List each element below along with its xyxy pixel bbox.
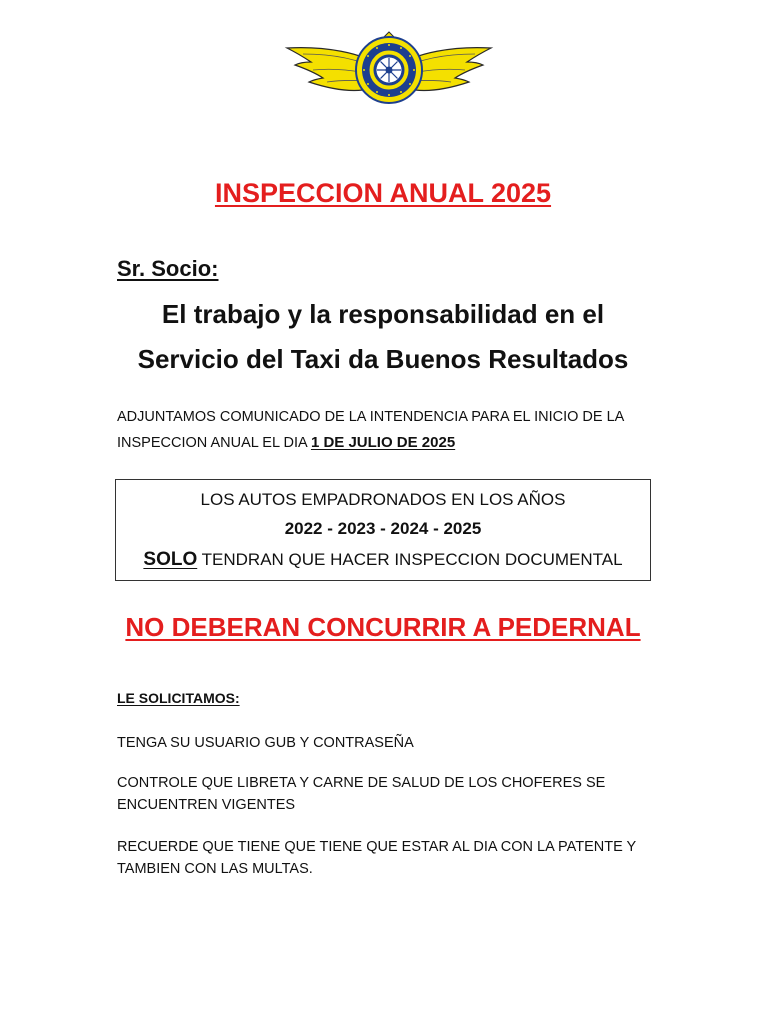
motto-line-2: Servicio del Taxi da Buenos Resultados xyxy=(137,344,629,374)
notice-line-1: LOS AUTOS EMPADRONADOS EN LOS AÑOS xyxy=(200,490,566,509)
request-item-line: RECUERDE QUE TIENE QUE TIENE QUE ESTAR AL DIA CON LA PATENTE Y xyxy=(117,839,637,855)
winged-wheel-emblem-icon xyxy=(283,30,495,106)
request-item xyxy=(117,732,677,754)
notice-line-3 xyxy=(116,544,650,575)
motto-line-1: El trabajo y la responsabilidad en el xyxy=(161,299,605,329)
notice-years: 2022 - 2023 - 2024 - 2025 xyxy=(284,519,482,538)
inspection-date: 1 DE JULIO DE 2025 xyxy=(310,434,456,451)
notice-line-3-text: TENDRAN QUE HACER INSPECCION DOCUMENTAL xyxy=(197,550,623,569)
intro-line-2 xyxy=(117,430,677,456)
motto xyxy=(0,292,766,382)
request-item-line: TAMBIEN CON LAS MULTAS. xyxy=(117,861,313,877)
request-item-line: TENGA SU USUARIO GUB Y CONTRASEÑA xyxy=(117,735,414,751)
requests-heading: LE SOLICITAMOS: xyxy=(117,690,240,706)
notice-emphasis: SOLO xyxy=(143,549,198,570)
request-item-line: CONTROLE QUE LIBRETA Y CARNE DE SALUD DE LOS CHOFERES SE xyxy=(117,775,606,791)
salutation: Sr. Socio: xyxy=(117,256,219,281)
document-title: INSPECCION ANUAL 2025 xyxy=(214,178,552,208)
request-item xyxy=(117,772,677,816)
notice-box xyxy=(115,479,651,581)
warning-heading: NO DEBERAN CONCURRIR A PEDERNAL xyxy=(125,612,641,642)
request-item xyxy=(117,836,677,880)
request-item-line: ENCUENTREN VIGENTES xyxy=(117,797,296,813)
intro-paragraph xyxy=(117,404,677,456)
intro-line-2-text: INSPECCION ANUAL EL DIA xyxy=(117,435,311,451)
intro-line-1: ADJUNTAMOS COMUNICADO DE LA INTENDENCIA PARA EL INICIO DE LA xyxy=(117,409,625,425)
